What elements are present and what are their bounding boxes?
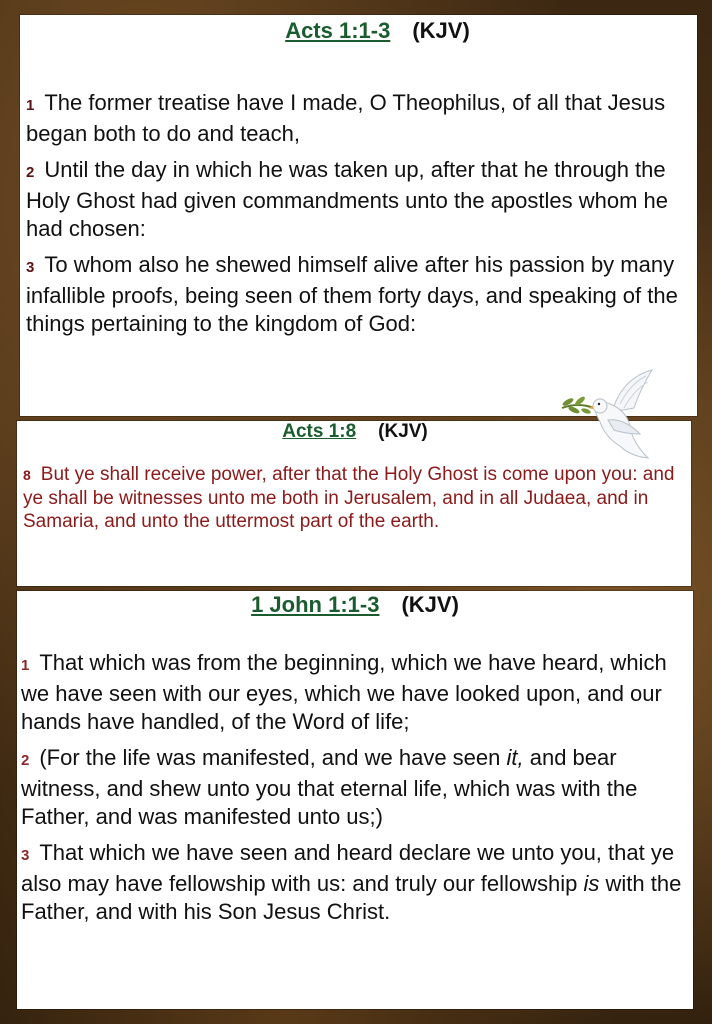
- version-label: (KJV): [412, 18, 470, 43]
- verse: [21, 839, 689, 926]
- verse-text: (For the life was manifested, and we have seen: [39, 745, 507, 770]
- verse-number: 3: [26, 259, 35, 276]
- passage-reference: Acts 1:1-3: [285, 18, 391, 43]
- version-label: (KJV): [401, 592, 459, 617]
- verse-text: To whom also he shewed himself alive after his passion by many infallible proofs, being seen of them forty days, and speaking of the things pertaining to the kingdom of God:: [26, 252, 678, 336]
- version-label: (KJV): [378, 421, 428, 442]
- dove-with-olive-branch-icon: [560, 368, 660, 464]
- verse: [21, 649, 689, 736]
- verse: [26, 156, 693, 243]
- passage-card-1-john-1-1-3: [17, 591, 693, 1009]
- verse-text: The former treatise have I made, O Theophilus, of all that Jesus began both to do and teach,: [26, 90, 666, 146]
- verse: [26, 251, 693, 338]
- verse-text: That which we have seen and heard declare we unto you, that ye also may have fellowship with us: and truly our fellowship: [21, 840, 675, 896]
- verse: [21, 744, 689, 831]
- verse-text: with the Father, and with his Son Jesus Christ.: [21, 871, 682, 924]
- verse-number: 1: [26, 97, 35, 114]
- verse-number: 8: [23, 467, 31, 483]
- verse-text: But ye shall receive power, after that the Holy Ghost is come upon you: and ye shall be witnesses unto me both in Jerusalem, and in all Judaea, and in Samaria, and unto the uttermost part of the earth.: [23, 464, 675, 532]
- verse-number: 2: [26, 164, 35, 181]
- italic-word: it,: [506, 745, 524, 770]
- verse: [26, 89, 693, 148]
- verse-number: 1: [21, 657, 30, 674]
- passage-reference: Acts 1:8: [282, 421, 357, 442]
- verse-text: That which was from the beginning, which we have heard, which we have seen with our eyes, which we have looked upon, and our hands have handled, of the Word of life;: [21, 650, 667, 734]
- verse-text: and bear witness, and shew unto you that eternal life, which was with the Father, and was manifested unto us;): [21, 745, 638, 829]
- passage-card-acts-1-1-3: [20, 15, 697, 416]
- verse: [23, 463, 687, 533]
- verse-number: 3: [21, 847, 30, 864]
- passage-heading: [26, 15, 693, 45]
- italic-word: is: [583, 871, 600, 896]
- verse-number: 2: [21, 752, 30, 769]
- verse-text: Until the day in which he was taken up, after that he through the Holy Ghost had given commandments unto the apostles whom he had chosen:: [26, 157, 669, 241]
- passage-heading: [21, 591, 689, 619]
- passage-reference: 1 John 1:1-3: [251, 592, 380, 617]
